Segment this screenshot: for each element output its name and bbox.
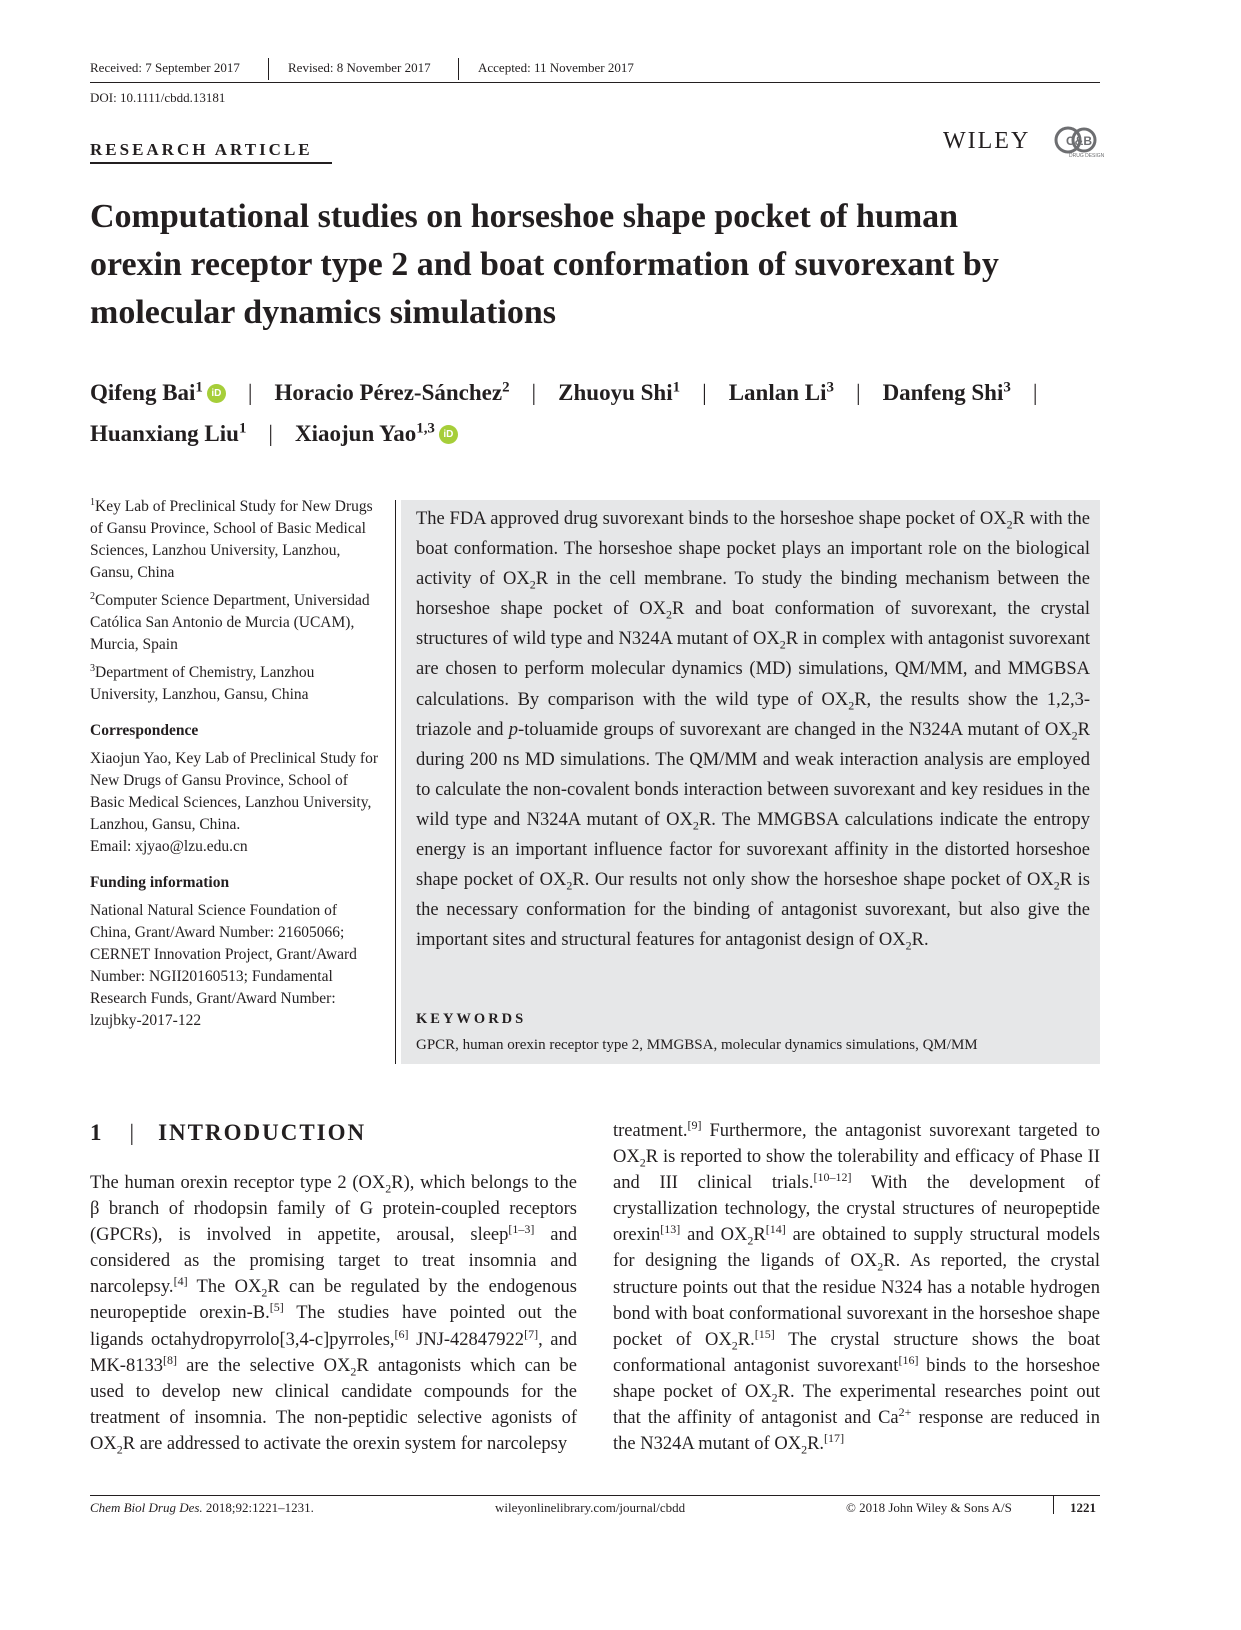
received-date: Received: 7 September 2017 bbox=[90, 60, 240, 75]
funding-text: National Natural Science Foundation of China, Grant/Award Number: 21605066; CERNET Innovation Project, Grant/Award Number: NGII20160513; Fundamental Research Funds, Grant/Award Number: lzujbky-2017-122 bbox=[90, 902, 357, 1029]
correspondence-heading: Correspondence bbox=[90, 722, 199, 739]
abstract-text: The FDA approved drug suvorexant binds to the horseshoe shape pocket of $OX_2R$ with the boat conformation. The horseshoe shape pocket plays an important role on the biological activity of $OX_2R$ in the cell membrane. To study the binding mechanism between the horseshoe shape pocket of $OX_2R$ and boat conformation of suvorexant, the crystal structures of wild type and N324A mutant of $OX_2R$ in complex with antagonist suvorexant are chosen to perform molecular dynamics (MD) simulations, QM/MM, and MMGBSA calculations. By comparison with the wild type of $OX_2R$, the results show the 1,2,3-triazole and p-toluamide groups of suvorexant are changed in the N324A mutant of $OX_2R$ during 200 ns MD simulations. The QM/MM and weak interaction analysis are employed to calculate the non-covalent bonds interaction between suvorexant and key residues in the wild type and N324A mutant of $OX_2R$. The MMGBSA calculations indicate the entropy energy is an important influence factor for suvorexant affinity in the distorted horseshoe shape pocket of $OX_2R$. Our results not only show the horseshoe shape pocket of $OX_2R$ is the necessary conformation for the binding of antagonist suvorexant, but also give the important sites and structural features for antagonist design of $OX_2R$. bbox=[416, 509, 1091, 953]
author-affil-sup: 1,3 bbox=[416, 420, 435, 437]
author-name[interactable]: Qifeng Bai bbox=[90, 380, 196, 405]
author-separator: | bbox=[268, 421, 274, 446]
affiliation-3: $^3$Department of Chemistry, Lanzhou University, Lanzhou, Gansu, China bbox=[90, 662, 315, 703]
intro-right-column: treatment.[9] Furthermore, the antagonist suvorexant targeted to $OX_2R$ is reported to show the tolerability and efficacy of Phase II and III clinical trials.[10–12] With the development of crystallization technology, the crystal structures of neuropeptide orexin[13] and $OX_2R[14]$ are obtained to supply structural models for designing the ligands of $OX_2R$. As reported, the crystal structure points out that the residue N324 has a notable hydrogen bond with boat conformational suvorexant in the horseshoe shape pocket of $OX_2R.[15]$ The crystal structure shows the boat conformational antagonist suvorexant[16] binds to the horseshoe shape pocket of $OX_2R$. The experimental researches point out that the affinity of antagonist and $Ca^{2+}$ response are reduced in the N324A mutant of $OX_2R.[17]$ bbox=[613, 1117, 1100, 1457]
header-rule bbox=[90, 82, 1100, 83]
author-name[interactable]: Danfeng Shi bbox=[882, 380, 1004, 405]
journal-logo-text: C&B bbox=[1066, 134, 1092, 148]
author-name[interactable]: Zhuoyu Shi bbox=[558, 380, 673, 405]
author-separator: | bbox=[1032, 380, 1038, 405]
footer-rule bbox=[90, 1495, 1100, 1496]
author-affil-sup: 2 bbox=[502, 379, 510, 396]
author-name[interactable]: Horacio Pérez-Sánchez bbox=[274, 380, 503, 405]
keywords-heading: KEYWORDS bbox=[416, 1011, 527, 1027]
title-line-3: molecular dynamics simulations bbox=[90, 294, 556, 331]
author-separator: | bbox=[531, 380, 537, 405]
header-divider bbox=[458, 58, 459, 80]
journal-logo-sub: DRUG DESIGN bbox=[1069, 153, 1105, 159]
footer-citation: Chem Biol Drug Des. 2018;92:1221–1231. bbox=[90, 1500, 314, 1515]
author-name[interactable]: Lanlan Li bbox=[728, 380, 827, 405]
header-divider bbox=[268, 58, 269, 80]
orcid-icon[interactable]: iD bbox=[439, 425, 458, 444]
affiliation-2: $^2$Computer Science Department, Universidad Católica San Antonio de Murcia (UCAM), Murcia, Spain bbox=[90, 590, 370, 653]
author-affil-sup: 1 bbox=[195, 379, 203, 396]
author-affil-sup: 1 bbox=[238, 420, 247, 437]
funding-heading: Funding information bbox=[90, 874, 230, 891]
footer-copyright: © 2018 John Wiley & Sons A/S bbox=[846, 1500, 1012, 1515]
affiliation-1: $^1$Key Lab of Preclinical Study for New Drugs of Gansu Province, School of Basic Medical Sciences, Lanzhou University, Lanzhou, Gansu, China bbox=[90, 496, 373, 581]
correspondence-text: Xiaojun Yao, Key Lab of Preclinical Study for New Drugs of Gansu Province, School of Basic Medical Sciences, Lanzhou University, Lanzhou, Gansu, China. bbox=[90, 750, 378, 833]
article-type-label: RESEARCH ARTICLE bbox=[90, 140, 313, 159]
orcid-icon[interactable]: iD bbox=[207, 384, 226, 403]
author-separator: | bbox=[702, 380, 707, 405]
section-heading-introduction: 1 | INTRODUCTION bbox=[90, 1120, 367, 1145]
author-affil-sup: 1 bbox=[672, 379, 681, 396]
author-affil-sup: 3 bbox=[1003, 379, 1011, 396]
article-title bbox=[90, 193, 1110, 337]
revised-date: Revised: 8 November 2017 bbox=[288, 60, 431, 75]
correspondence-email[interactable]: Email: xjyao@lzu.edu.cn bbox=[90, 838, 248, 855]
author-name[interactable]: Huanxiang Liu bbox=[90, 421, 239, 446]
author-list bbox=[90, 372, 1120, 454]
author-separator: | bbox=[855, 380, 861, 405]
doi[interactable]: DOI: 10.1111/cbdd.13181 bbox=[90, 90, 226, 105]
author-separator: | bbox=[247, 380, 253, 405]
title-line-2: orexin receptor type 2 and boat conformation of suvorexant by bbox=[90, 246, 999, 283]
author-name[interactable]: Xiaojun Yao bbox=[295, 421, 417, 446]
accepted-date: Accepted: 11 November 2017 bbox=[478, 60, 634, 75]
wiley-logo: WILEY bbox=[943, 128, 1031, 154]
journal-logo-icon bbox=[1054, 124, 1105, 159]
affiliations-column bbox=[90, 496, 380, 1038]
title-line-1: Computational studies on horseshoe shape pocket of human bbox=[90, 198, 959, 235]
page-number: 1221 bbox=[1070, 1500, 1096, 1515]
intro-left-column: The human orexin receptor type 2 $(OX_2R)$, which belongs to the β branch of rhodopsin family of G protein-coupled receptors (GPCRs), is involved in appetite, arousal, sleep[1–3] and considered as the promising target to treat insomnia and narcolepsy.[4] The $OX_2R$ can be regulated by the endogenous neuropeptide orexin-B.[5] The studies have pointed out the ligands octahydropyrrolo[3,4-c]pyrroles,[6] JNJ-42847922[7], and MK-8133[8] are the selective $OX_2R$ antagonists which can be used to develop new clinical candidate compounds for the treatment of insomnia. The non-peptidic selective agonists of $OX_2R$ are addressed to activate the orexin system for narcolepsy bbox=[90, 1173, 577, 1457]
footer-divider bbox=[1053, 1496, 1054, 1514]
article-type-underline bbox=[90, 162, 332, 164]
author-affil-sup: 3 bbox=[826, 379, 834, 396]
abstract-left-rule bbox=[395, 500, 396, 1064]
footer-url[interactable]: wileyonlinelibrary.com/journal/cbdd bbox=[495, 1500, 686, 1515]
journal-logo bbox=[1054, 124, 1105, 159]
keywords-list: GPCR, human orexin receptor type 2, MMGBSA, molecular dynamics simulations, QM/MM bbox=[416, 1037, 978, 1053]
